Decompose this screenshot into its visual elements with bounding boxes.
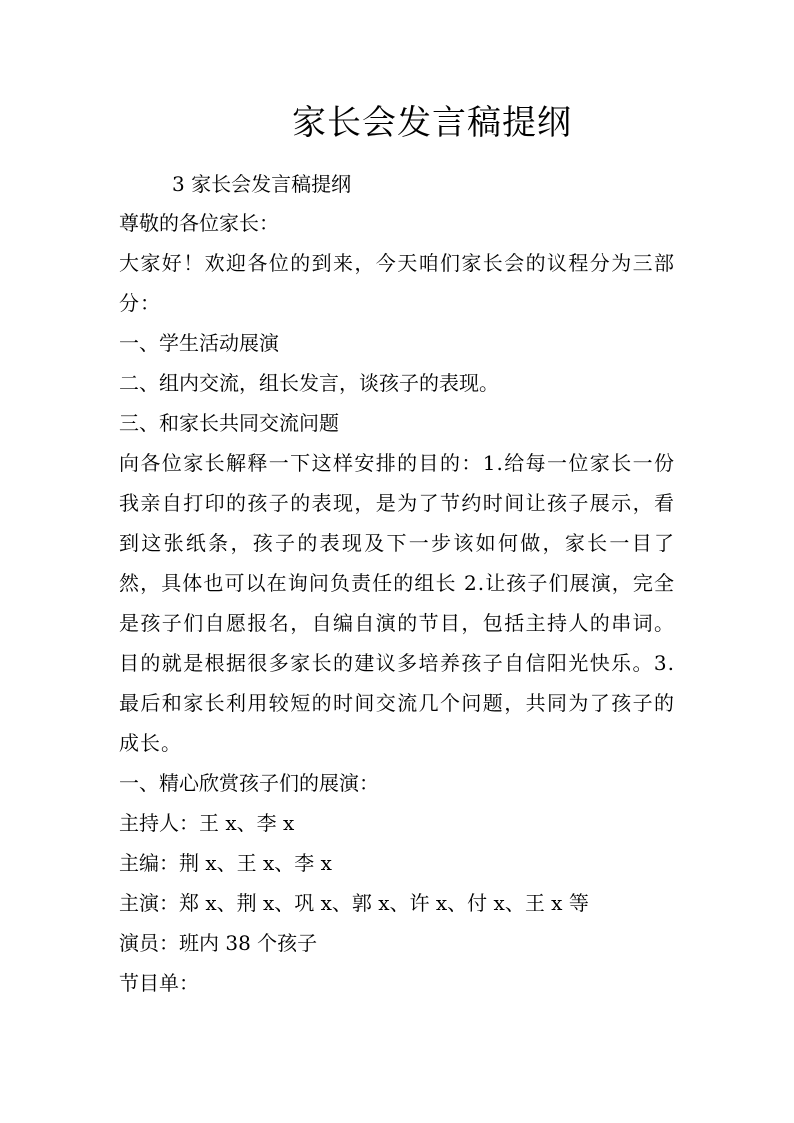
cast-line: 演员：班内 38 个孩子 (119, 931, 318, 955)
editor-line: 主编：荆 x、王 x、李 x (119, 851, 332, 875)
program-line: 节目单： (119, 971, 199, 995)
greeting: 尊敬的各位家长： (119, 211, 279, 235)
agenda-item-1: 一、学生活动展演 (119, 331, 279, 355)
section-one-heading: 一、精心欣赏孩子们的展演： (119, 771, 379, 795)
leads-line: 主演：郑 x、荆 x、巩 x、郭 x、许 x、付 x、王 x 等 (119, 891, 589, 915)
document-body (119, 203, 675, 1003)
agenda-item-3: 三、和家长共同交流问题 (119, 411, 339, 435)
agenda-item-2: 二、组内交流，组长发言，谈孩子的表现。 (119, 371, 499, 395)
host-line: 主持人：王 x、李 x (119, 811, 295, 835)
explanation-paragraph: 向各位家长解释一下这样安排的目的：1.给每一位家长一份我亲自打印的孩子的表现，是为了节约时间让孩子展示，看到这张纸条，孩子的表现及下一步该如何做，家长一目了然，具体也可以在询问负责任的组长 2.让孩子们展演，完全是孩子们自愿报名，自编自演的节目，包括主持人的串词。目的就是根据很多家长的建议多培养孩子自信阳光快乐。3.最后和家长利用较短的时间交流几个问题，共同为了孩子的成长。 (119, 451, 675, 755)
intro-paragraph: 大家好！欢迎各位的到来，今天咱们家长会的议程分为三部分： (119, 251, 675, 315)
document-title: 家长会发言稿提纲 (292, 103, 572, 143)
document-subtitle: 3 家长会发言稿提纲 (172, 172, 352, 196)
